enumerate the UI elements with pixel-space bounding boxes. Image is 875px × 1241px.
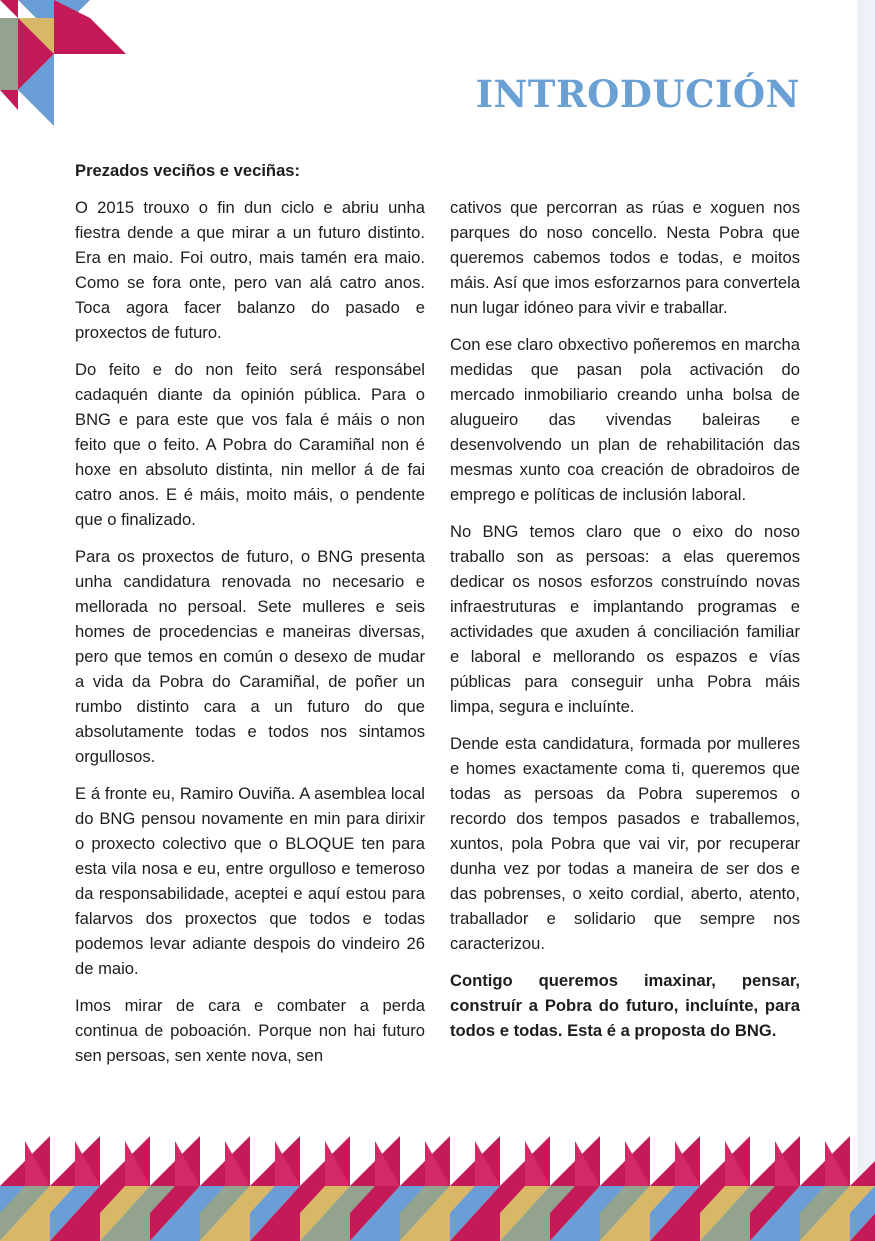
paragraph: Para os proxectos de futuro, o BNG presenta unha candidatura renovada no necesario e mellorada no persoal. Sete mulleres e seis homes de procedencias e maneiras diversas, pero que temos en común o desexo de mudar a vida da Pobra do Caramiñal, de poñer un rumbo distinto cara a un futuro do que absolutamente todas e todos nos sintamos orgullosos.	[75, 547, 425, 766]
paragraph: cativos que percorran as rúas e xoguen nos parques do noso concello. Nesta Pobra que queremos cabemos todos e todas, e moitos máis. Así que imos esforzarnos para convertela nun lugar idóneo para vivir e traballar.	[450, 198, 800, 317]
paragraph: Do feito e do non feito será responsábel cadaquén diante da opinión pública. Para o BNG e para este que vos fala é máis o non feito que o feito. A Pobra do Caramiñal non é hoxe en absoluto distinta, nin mellor á de fai catro anos. E é máis, moito máis, o pendente que o finalizado.	[75, 360, 425, 529]
side-strip	[857, 0, 875, 1241]
greeting: Prezados veciños e veciñas:	[75, 161, 301, 180]
page-title: INTRODUCIÓN	[475, 72, 800, 116]
letter-column-left	[75, 158, 425, 1080]
paragraph: Imos mirar de cara e combater a perda continua de poboación. Porque non hai futuro sen persoas, sen xente nova, sen	[75, 996, 425, 1065]
paragraph: Con ese claro obxectivo poñeremos en marcha medidas que pasan pola activación do mercado inmobiliario creando unha bolsa de alugueiro das vivendas baleiras e desenvolvendo un plan de rehabilitación das mesmas xunto coa creación de obradoiros de emprego e políticas de inclusión laboral.	[450, 335, 800, 504]
letter-column-right	[450, 195, 800, 1055]
paragraph: No BNG temos claro que o eixo do noso traballo son as persoas: a elas queremos dedicar os nosos esforzos construíndo novas infraestruturas e implantando programas e actividades que axuden á conciliación familiar e laboral e mellorando os espazos e vías públicas para conseguir unha Pobra máis limpa, segura e incluínte.	[450, 522, 800, 716]
paragraph: O 2015 trouxo o fin dun ciclo e abriu unha fiestra dende a que mirar a un futuro distinto. Era en maio. Foi outro, mais tamén era maio. Como se fora onte, pero van alá catro anos. Toca agora facer balanzo do pasado e proxectos de futuro.	[75, 198, 425, 342]
bottom-decoration	[0, 1136, 875, 1241]
paragraph: E á fronte eu, Ramiro Ouviña. A asemblea local do BNG pensou novamente en min para dirixir o proxecto colectivo que o BLOQUE ten para esta vila nosa e eu, entre orgulloso e temeroso da responsabilidade, aceptei e aquí estou para falarvos dos proxectos que todos e todas podemos levar adiante despois do vindeiro 26 de maio.	[75, 784, 425, 978]
paragraph: Dende esta candidatura, formada por mulleres e homes exactamente coma ti, queremos que todas as persoas da Pobra superemos o recordo dos tempos pasados e traballemos, xuntos, pola Pobra que vai vir, por recuperar dunha vez por todas a maneira de ser dos e das pobrenses, o xeito cordial, aberto, atento, traballador e solidario que sempre nos caracterizou.	[450, 734, 800, 953]
corner-decoration	[0, 0, 130, 130]
closing-statement: Contigo queremos imaxinar, pensar, construír a Pobra do futuro, incluínte, para todos e todas. Esta é a proposta do BNG.	[450, 971, 800, 1040]
